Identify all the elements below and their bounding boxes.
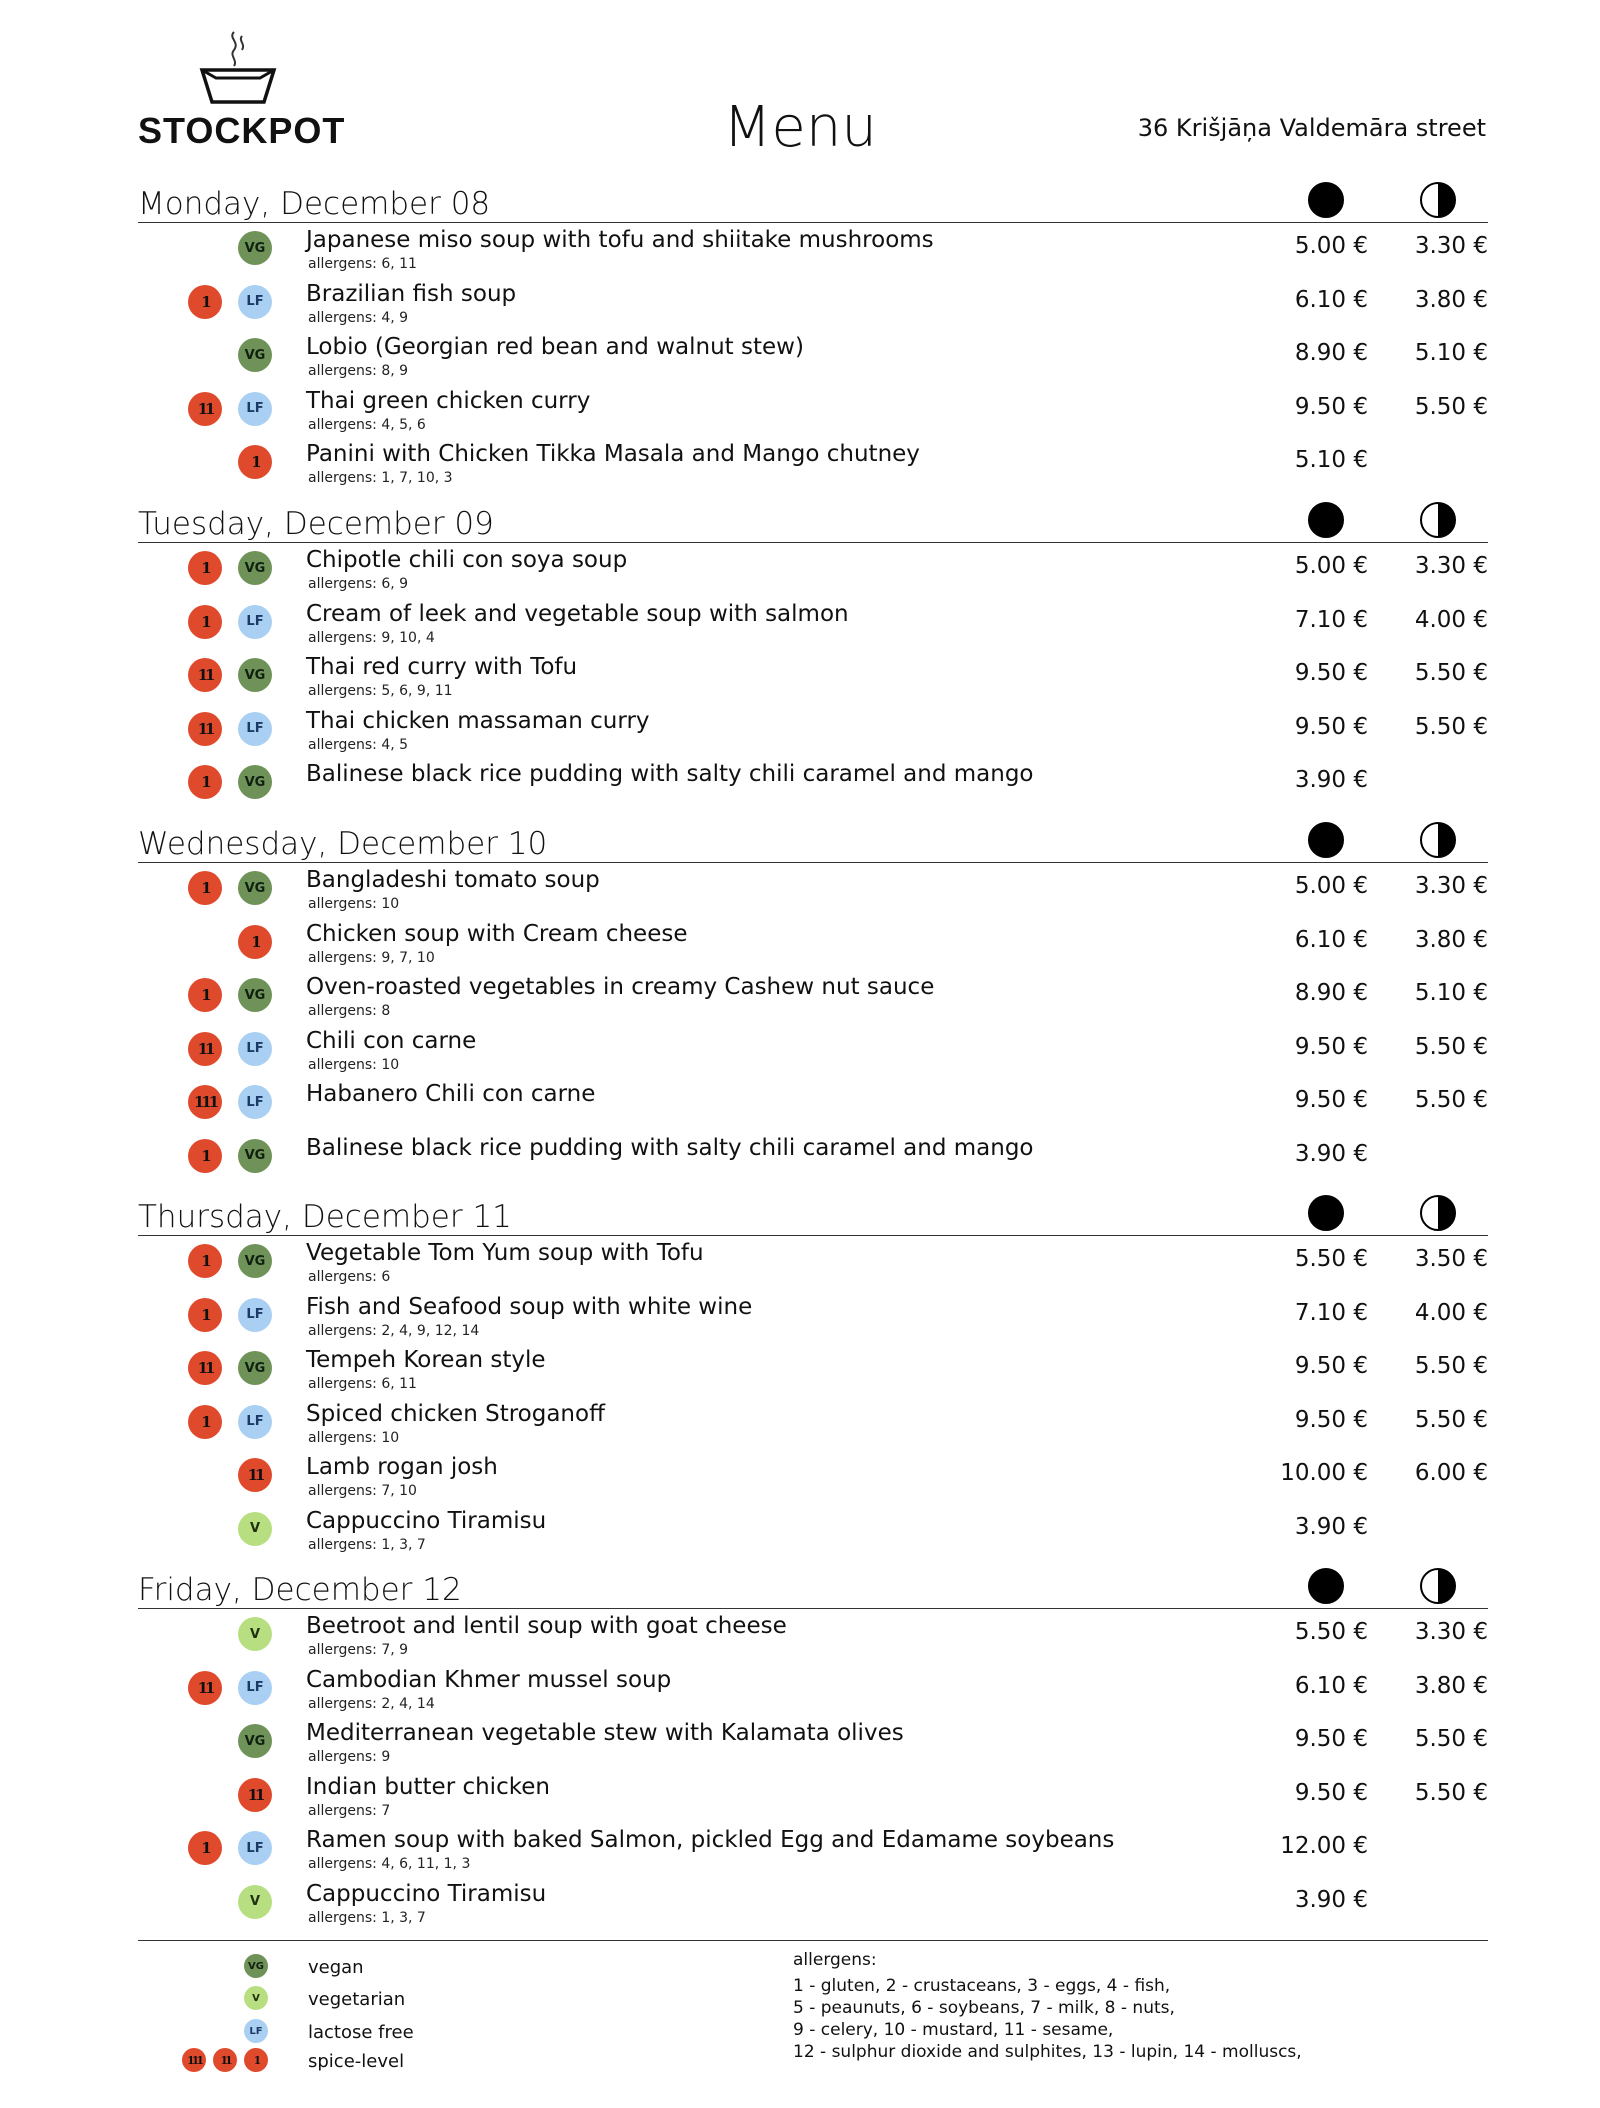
dish-allergens: allergens: 10 <box>308 1429 400 1446</box>
menu-item <box>138 704 1488 758</box>
vegan-badge-icon: VG <box>238 1724 272 1758</box>
vegan-badge-icon: VG <box>238 658 272 692</box>
dish-name: Vegetable Tom Yum soup with Tofu <box>306 1240 704 1266</box>
menu-item <box>138 1343 1488 1397</box>
chili-pepper-icon: 𝟏𝟏𝟏 <box>188 1085 222 1119</box>
full-portion-price: 9.50 € <box>1294 1087 1368 1113</box>
full-portion-price: 5.00 € <box>1294 873 1368 899</box>
legend-vegetarian <box>138 1983 738 2013</box>
full-portion-price: 9.50 € <box>1294 1779 1368 1806</box>
full-portion-price: 9.50 € <box>1294 1726 1368 1752</box>
chili-pepper-icon: 𝟏 <box>188 1298 222 1332</box>
allergens-key <box>793 1949 1302 2063</box>
half-portion-price: 5.50 € <box>1414 1033 1488 1060</box>
full-portion-price: 3.90 € <box>1294 1513 1368 1540</box>
legend-spice-level <box>138 2045 738 2075</box>
vegan-badge-icon: VG <box>244 1954 268 1978</box>
chili-pepper-icon: 𝟏 <box>188 1831 222 1865</box>
half-portion-price: 5.50 € <box>1414 1406 1488 1433</box>
dish-name: Cambodian Khmer mussel soup <box>306 1666 672 1693</box>
half-portion-price: 5.10 € <box>1414 340 1488 366</box>
vegan-badge-icon: VG <box>238 871 272 905</box>
full-portion-icon <box>1308 502 1344 538</box>
dish-name: Chipotle chili con soya soup <box>306 547 628 573</box>
dish-allergens: allergens: 2, 4, 9, 12, 14 <box>308 1322 480 1339</box>
menu-item <box>138 1504 1488 1558</box>
dish-name: Oven-roasted vegetables in creamy Cashew nut sauce <box>306 974 935 1000</box>
day-title: Monday, December 08 <box>138 186 491 222</box>
full-portion-price: 3.90 € <box>1294 1140 1368 1167</box>
dish-name: Mediterranean vegetable stew with Kalamata olives <box>306 1720 904 1746</box>
full-portion-price: 9.50 € <box>1294 1033 1368 1060</box>
menu-item <box>138 863 1488 917</box>
dish-name: Balinese black rice pudding with salty chili caramel and mango <box>306 761 1034 787</box>
dish-allergens: allergens: 2, 4, 14 <box>308 1695 435 1712</box>
full-portion-price: 6.10 € <box>1294 926 1368 953</box>
day-header <box>138 1190 1488 1236</box>
dish-name: Cappuccino Tiramisu <box>306 1880 547 1907</box>
full-portion-price: 5.00 € <box>1294 553 1368 579</box>
logo-text: STOCKPOT <box>138 110 346 151</box>
dish-allergens: allergens: 6, 11 <box>308 256 417 272</box>
day-section <box>138 497 1488 811</box>
legend-vegan <box>138 1951 738 1981</box>
full-portion-price: 5.00 € <box>1294 233 1368 259</box>
menu-item <box>138 1397 1488 1451</box>
legend-vegan-label: vegan <box>308 1957 364 1978</box>
day-header <box>138 817 1488 863</box>
dish-name: Chicken soup with Cream cheese <box>306 920 688 947</box>
full-portion-price: 10.00 € <box>1280 1460 1368 1486</box>
vegan-badge-icon: VG <box>238 765 272 799</box>
menu-item <box>138 543 1488 597</box>
vegetarian-badge-icon: V <box>238 1512 272 1546</box>
dish-name: Cream of leek and vegetable soup with salmon <box>306 600 849 627</box>
lactose-free-badge-icon: LF <box>238 1085 272 1119</box>
allergens-key-line: 9 - celery, 10 - mustard, 11 - sesame, <box>793 2020 1114 2040</box>
chili-pepper-icon: 𝟏𝟏 <box>238 1778 272 1812</box>
legend-lactose-free <box>138 2016 738 2046</box>
dish-name: Bangladeshi tomato soup <box>306 867 600 893</box>
chili-pepper-icon: 𝟏 <box>238 925 272 959</box>
half-portion-price: 5.50 € <box>1414 1353 1488 1379</box>
dish-name: Thai chicken massaman curry <box>306 707 650 734</box>
half-portion-price: 5.50 € <box>1414 393 1488 420</box>
full-portion-price: 5.10 € <box>1294 447 1368 473</box>
day-section <box>138 1190 1488 1557</box>
full-portion-price: 6.10 € <box>1294 1672 1368 1699</box>
chili-pepper-icon: 𝟏𝟏 <box>238 1458 272 1492</box>
menu-item <box>138 1770 1488 1824</box>
menu-item <box>138 1716 1488 1770</box>
allergens-key-line: 12 - sulphur dioxide and sulphites, 13 - lupin, 14 - molluscs, <box>793 2042 1302 2062</box>
restaurant-address: 36 Krišjāņa Valdemāra street <box>1137 114 1486 142</box>
dish-allergens: allergens: 1, 3, 7 <box>308 1536 426 1553</box>
dish-name: Fish and Seafood soup with white wine <box>306 1293 753 1320</box>
dish-allergens: allergens: 6, 9 <box>308 576 409 592</box>
menu-item <box>138 330 1488 384</box>
dish-name: Lobio (Georgian red bean and walnut stew) <box>306 334 804 360</box>
half-portion-price: 3.30 € <box>1414 233 1488 259</box>
chili-pepper-icon: 𝟏𝟏 <box>188 712 222 746</box>
dish-allergens: allergens: 9, 10, 4 <box>308 629 435 646</box>
vegan-badge-icon: VG <box>238 978 272 1012</box>
vegan-badge-icon: VG <box>238 1244 272 1278</box>
legend-lactose-free-label: lactose free <box>308 2022 414 2043</box>
day-title: Tuesday, December 09 <box>138 506 494 542</box>
dish-name: Chili con carne <box>306 1027 477 1054</box>
day-header <box>138 177 1488 223</box>
dish-name: Tempeh Korean style <box>306 1347 546 1373</box>
chili-pepper-icon: 𝟏 <box>188 1139 222 1173</box>
full-portion-price: 6.10 € <box>1294 286 1368 313</box>
menu-item <box>138 1131 1488 1185</box>
full-portion-price: 5.50 € <box>1294 1619 1368 1645</box>
menu-item <box>138 223 1488 277</box>
dish-name: Habanero Chili con carne <box>306 1081 596 1107</box>
chili-pepper-icon: 𝟏 <box>188 765 222 799</box>
menu-item <box>138 1823 1488 1877</box>
day-title: Thursday, December 11 <box>138 1199 512 1235</box>
dish-name: Thai red curry with Tofu <box>306 654 578 680</box>
menu-item <box>138 1236 1488 1290</box>
lactose-free-badge-icon: LF <box>238 605 272 639</box>
dish-name: Thai green chicken curry <box>306 387 591 414</box>
menu-item <box>138 1290 1488 1344</box>
dish-allergens: allergens: 9 <box>308 1749 391 1765</box>
half-portion-price: 3.80 € <box>1414 286 1488 313</box>
spice-1-icon: 𝟏 <box>244 2048 268 2072</box>
spice-3-icon: 𝟏𝟏𝟏 <box>182 2048 206 2072</box>
menu-item <box>138 650 1488 704</box>
full-portion-price: 8.90 € <box>1294 340 1368 366</box>
dish-allergens: allergens: 8, 9 <box>308 363 409 379</box>
dish-name: Balinese black rice pudding with salty chili caramel and mango <box>306 1134 1034 1161</box>
menu-item <box>138 437 1488 491</box>
half-portion-price: 5.50 € <box>1414 1726 1488 1752</box>
spice-2-icon: 𝟏𝟏 <box>213 2048 237 2072</box>
half-portion-price: 5.50 € <box>1414 713 1488 740</box>
chili-pepper-icon: 𝟏𝟏 <box>188 1671 222 1705</box>
dish-name: Ramen soup with baked Salmon, pickled Egg and Edamame soybeans <box>306 1827 1115 1853</box>
full-portion-icon <box>1308 182 1344 218</box>
day-title: Friday, December 12 <box>138 1572 462 1608</box>
menu-item <box>138 1877 1488 1931</box>
vegetarian-badge-icon: V <box>238 1617 272 1651</box>
day-section <box>138 817 1488 1184</box>
half-portion-price: 3.50 € <box>1414 1246 1488 1272</box>
half-portion-price: 5.10 € <box>1414 980 1488 1006</box>
dish-allergens: allergens: 4, 5 <box>308 736 409 753</box>
vegan-badge-icon: VG <box>238 338 272 372</box>
half-portion-price: 3.30 € <box>1414 1619 1488 1645</box>
legend-vegetarian-label: vegetarian <box>308 1989 406 2010</box>
dish-name: Beetroot and lentil soup with goat cheese <box>306 1613 787 1639</box>
page-title: Menu <box>723 95 877 160</box>
dish-allergens: allergens: 7 <box>308 1802 391 1819</box>
half-portion-icon <box>1420 1195 1456 1231</box>
dish-allergens: allergens: 7, 9 <box>308 1642 409 1658</box>
full-portion-price: 12.00 € <box>1280 1833 1368 1859</box>
legend <box>138 1940 1488 2080</box>
chili-pepper-icon: 𝟏𝟏 <box>188 1351 222 1385</box>
chili-pepper-icon: 𝟏𝟏 <box>188 1032 222 1066</box>
half-portion-price: 3.30 € <box>1414 873 1488 899</box>
half-portion-price: 3.30 € <box>1414 553 1488 579</box>
dish-name: Lamb rogan josh <box>306 1454 498 1480</box>
lactose-free-badge-icon: LF <box>238 712 272 746</box>
lactose-free-badge-icon: LF <box>238 1405 272 1439</box>
allergens-key-line: 5 - peaunuts, 6 - soybeans, 7 - milk, 8 - nuts, <box>793 1998 1175 2018</box>
lactose-free-badge-icon: LF <box>238 285 272 319</box>
menu-item <box>138 1024 1488 1078</box>
full-portion-price: 9.50 € <box>1294 660 1368 686</box>
chili-pepper-icon: 𝟏 <box>188 871 222 905</box>
chili-pepper-icon: 𝟏 <box>188 551 222 585</box>
chili-pepper-icon: 𝟏𝟏 <box>188 392 222 426</box>
full-portion-price: 9.50 € <box>1294 713 1368 740</box>
half-portion-icon <box>1420 1568 1456 1604</box>
vegan-badge-icon: VG <box>238 551 272 585</box>
half-portion-price: 5.50 € <box>1414 1087 1488 1113</box>
legend-spice-level-label: spice-level <box>308 2051 405 2072</box>
full-portion-icon <box>1308 1195 1344 1231</box>
dish-allergens: allergens: 10 <box>308 896 400 912</box>
dish-allergens: allergens: 9, 7, 10 <box>308 949 435 966</box>
full-portion-price: 5.50 € <box>1294 1246 1368 1272</box>
full-portion-price: 9.50 € <box>1294 393 1368 420</box>
half-portion-price: 6.00 € <box>1414 1460 1488 1486</box>
half-portion-price: 5.50 € <box>1414 660 1488 686</box>
full-portion-price: 9.50 € <box>1294 1353 1368 1379</box>
chili-pepper-icon: 𝟏 <box>188 605 222 639</box>
dish-allergens: allergens: 6, 11 <box>308 1376 417 1392</box>
menu-item <box>138 1609 1488 1663</box>
dish-allergens: allergens: 6 <box>308 1269 391 1285</box>
menu-item <box>138 384 1488 438</box>
full-portion-price: 3.90 € <box>1294 1886 1368 1913</box>
dish-name: Cappuccino Tiramisu <box>306 1507 547 1534</box>
dish-name: Panini with Chicken Tikka Masala and Mango chutney <box>306 441 920 467</box>
allergens-key-title: allergens: <box>793 1950 877 1970</box>
half-portion-icon <box>1420 502 1456 538</box>
menu-item <box>138 1663 1488 1717</box>
vegan-badge-icon: VG <box>238 1139 272 1173</box>
day-title: Wednesday, December 10 <box>138 826 548 862</box>
menu-header <box>0 0 1600 170</box>
dish-allergens: allergens: 8 <box>308 1003 391 1019</box>
menu-item <box>138 597 1488 651</box>
dish-name: Brazilian fish soup <box>306 280 517 307</box>
day-section <box>138 1563 1488 1930</box>
dish-allergens: allergens: 1, 3, 7 <box>308 1909 426 1926</box>
day-section <box>138 177 1488 491</box>
chili-pepper-icon: 𝟏 <box>188 1244 222 1278</box>
dish-allergens: allergens: 1, 7, 10, 3 <box>308 470 453 486</box>
menu-item <box>138 917 1488 971</box>
lactose-free-badge-icon: LF <box>238 1671 272 1705</box>
half-portion-price: 3.80 € <box>1414 1672 1488 1699</box>
half-portion-price: 4.00 € <box>1414 1299 1488 1326</box>
menu-item <box>138 757 1488 811</box>
dish-allergens: allergens: 7, 10 <box>308 1483 417 1499</box>
full-portion-icon <box>1308 1568 1344 1604</box>
chili-pepper-icon: 𝟏𝟏 <box>188 658 222 692</box>
half-portion-price: 5.50 € <box>1414 1779 1488 1806</box>
menu-item <box>138 277 1488 331</box>
full-portion-price: 7.10 € <box>1294 606 1368 633</box>
half-portion-price: 3.80 € <box>1414 926 1488 953</box>
menu-item <box>138 1077 1488 1131</box>
half-portion-icon <box>1420 822 1456 858</box>
vegan-badge-icon: VG <box>238 1351 272 1385</box>
allergens-key-line: 1 - gluten, 2 - crustaceans, 3 - eggs, 4 - fish, <box>793 1976 1171 1996</box>
vegan-badge-icon: VG <box>238 231 272 265</box>
day-header <box>138 497 1488 543</box>
full-portion-price: 7.10 € <box>1294 1299 1368 1326</box>
dish-allergens: allergens: 4, 9 <box>308 309 409 326</box>
dish-allergens: allergens: 10 <box>308 1056 400 1073</box>
menu-item <box>138 1450 1488 1504</box>
chili-pepper-icon: 𝟏 <box>188 1405 222 1439</box>
lactose-free-badge-icon: LF <box>238 1032 272 1066</box>
full-portion-price: 9.50 € <box>1294 1406 1368 1433</box>
lactose-free-badge-icon: LF <box>238 1831 272 1865</box>
lactose-free-badge-icon: LF <box>244 2019 268 2043</box>
vegetarian-badge-icon: V <box>244 1986 268 2010</box>
full-portion-icon <box>1308 822 1344 858</box>
dish-allergens: allergens: 4, 6, 11, 1, 3 <box>308 1856 471 1872</box>
chili-pepper-icon: 𝟏 <box>188 285 222 319</box>
half-portion-icon <box>1420 182 1456 218</box>
vegetarian-badge-icon: V <box>238 1885 272 1919</box>
lactose-free-badge-icon: LF <box>238 1298 272 1332</box>
dish-name: Spiced chicken Stroganoff <box>306 1400 605 1427</box>
day-header <box>138 1563 1488 1609</box>
full-portion-price: 8.90 € <box>1294 980 1368 1006</box>
dish-allergens: allergens: 5, 6, 9, 11 <box>308 683 453 699</box>
lactose-free-badge-icon: LF <box>238 392 272 426</box>
chili-pepper-icon: 𝟏 <box>238 445 272 479</box>
dish-name: Indian butter chicken <box>306 1773 550 1800</box>
half-portion-price: 4.00 € <box>1414 606 1488 633</box>
full-portion-price: 3.90 € <box>1294 767 1368 793</box>
dish-allergens: allergens: 4, 5, 6 <box>308 416 426 433</box>
dish-name: Japanese miso soup with tofu and shiitake mushrooms <box>306 227 934 253</box>
chili-pepper-icon: 𝟏 <box>188 978 222 1012</box>
menu-item <box>138 970 1488 1024</box>
